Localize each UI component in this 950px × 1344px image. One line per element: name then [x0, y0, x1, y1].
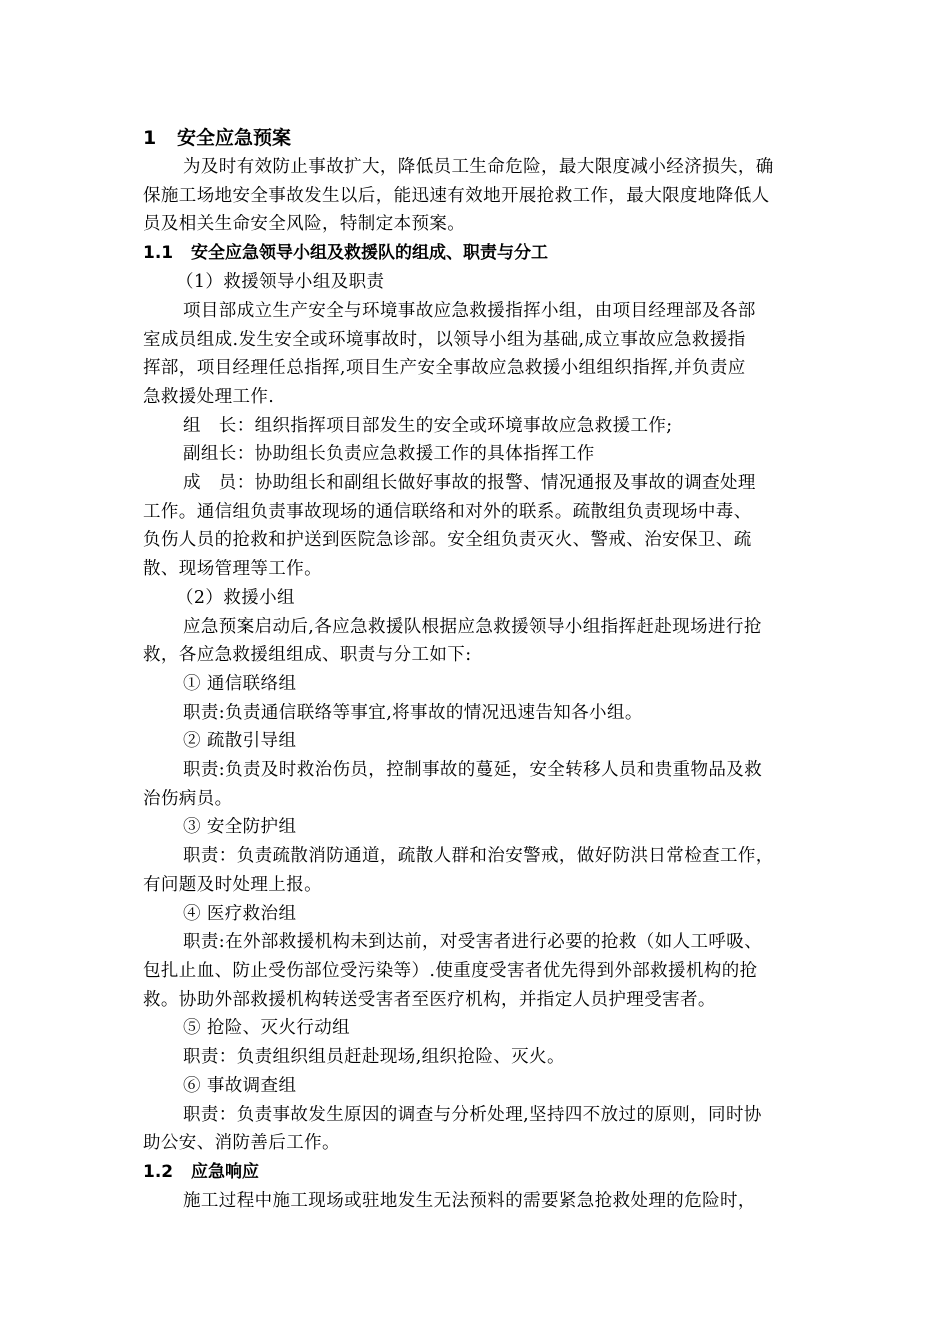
section-number: 1	[143, 127, 157, 149]
group-name: ② 疏散引导组	[183, 731, 297, 752]
role-leader: 组 长：组织指挥项目部发生的安全或环境事故应急救援工作;	[183, 415, 673, 436]
group-name: ③ 安全防护组	[183, 817, 297, 838]
role-members: 成 员：协助组长和副组长做好事故的报警、情况通报及事故的调查处理	[183, 473, 756, 494]
role-deputy: 副组长：协助组长负责应急救援工作的具体指挥工作	[183, 444, 595, 465]
paragraph-line: 为及时有效防止事故扩大，降低员工生命危险，最大限度减小经济损失，确	[183, 157, 774, 177]
subsection-title: （1）救援领导小组及职责	[176, 272, 385, 293]
paragraph-line: 挥部，项目经理任总指挥,项目生产安全事故应急救援小组组织指挥,并负责应	[143, 358, 746, 379]
group-duty: 包扎止血、防止受伤部位受污染等）.使重度受害者优先得到外部救援机构的抢	[143, 960, 758, 981]
section-1-heading	[143, 123, 808, 153]
section-title: 应急响应	[191, 1161, 259, 1182]
section-1-2-heading	[143, 1158, 808, 1187]
section-number: 1.2	[143, 1161, 174, 1182]
document-body	[143, 123, 808, 1216]
group-duty: 职责：负责事故发生原因的调查与分析处理,坚持四不放过的原则，同时协	[183, 1104, 762, 1125]
section-number: 1.1	[143, 243, 174, 264]
paragraph-line: 应急预案启动后,各应急救援队根据应急救援领导小组指挥赶赴现场进行抢	[183, 616, 762, 637]
paragraph-line: 散、现场管理等工作。	[143, 559, 322, 580]
paragraph-line: 项目部成立生产安全与环境事故应急救援指挥小组，由项目经理部及各部	[183, 300, 756, 321]
paragraph-line: 保施工场地安全事故发生以后，能迅速有效地开展抢救工作，最大限度地降低人	[143, 185, 770, 206]
paragraph-line: 工作。通信组负责事故现场的通信联络和对外的联系。疏散组负责现场中毒、	[143, 501, 752, 522]
group-duty: 职责:在外部救援机构未到达前，对受害者进行必要的抢救（如人工呼吸、	[183, 932, 763, 953]
section-title: 安全应急领导小组及救援队的组成、职责与分工	[191, 243, 548, 264]
group-duty: 职责:负责及时救治伤员，控制事故的蔓延，安全转移人员和贵重物品及救	[183, 760, 763, 781]
paragraph-line: 救，各应急救援组组成、职责与分工如下:	[143, 645, 472, 666]
paragraph-line: 员及相关生命安全风险，特制定本预案。	[143, 214, 466, 235]
group-duty: 职责:负责通信联络等事宜,将事故的情况迅速告知各小组。	[183, 702, 643, 723]
paragraph-line: 急救援处理工作.	[143, 386, 275, 407]
paragraph-line: 室成员组成.发生安全或环境事故时，以领导小组为基础,成立事故应急救援指	[143, 329, 746, 350]
group-name: ⑤ 抢险、灭火行动组	[183, 1018, 351, 1039]
group-duty: 职责：负责疏散消防通道，疏散人群和治安警戒，做好防洪日常检查工作，	[183, 846, 774, 867]
group-name: ④ 医疗救治组	[183, 903, 297, 924]
paragraph-line: 施工过程中施工现场或驻地发生无法预料的需要紧急抢救处理的危险时，	[183, 1190, 756, 1211]
paragraph-line: 负伤人员的抢救和护送到医院急诊部。安全组负责灭火、警戒、治安保卫、疏	[143, 530, 752, 551]
group-duty: 有问题及时处理上报。	[143, 874, 322, 895]
subsection-title: （2）救援小组	[176, 587, 295, 608]
group-name: ⑥ 事故调查组	[183, 1075, 297, 1096]
section-1-1-heading	[143, 239, 808, 268]
group-duty: 治伤病员。	[143, 788, 233, 809]
group-name: ① 通信联络组	[183, 673, 297, 694]
group-duty: 助公安、消防善后工作。	[143, 1133, 340, 1154]
group-duty: 职责：负责组织组员赶赴现场,组织抢险、灭火。	[183, 1047, 565, 1068]
group-duty: 救。协助外部救援机构转送受害者至医疗机构，并指定人员护理受害者。	[143, 989, 716, 1010]
section-title: 安全应急预案	[177, 127, 292, 149]
